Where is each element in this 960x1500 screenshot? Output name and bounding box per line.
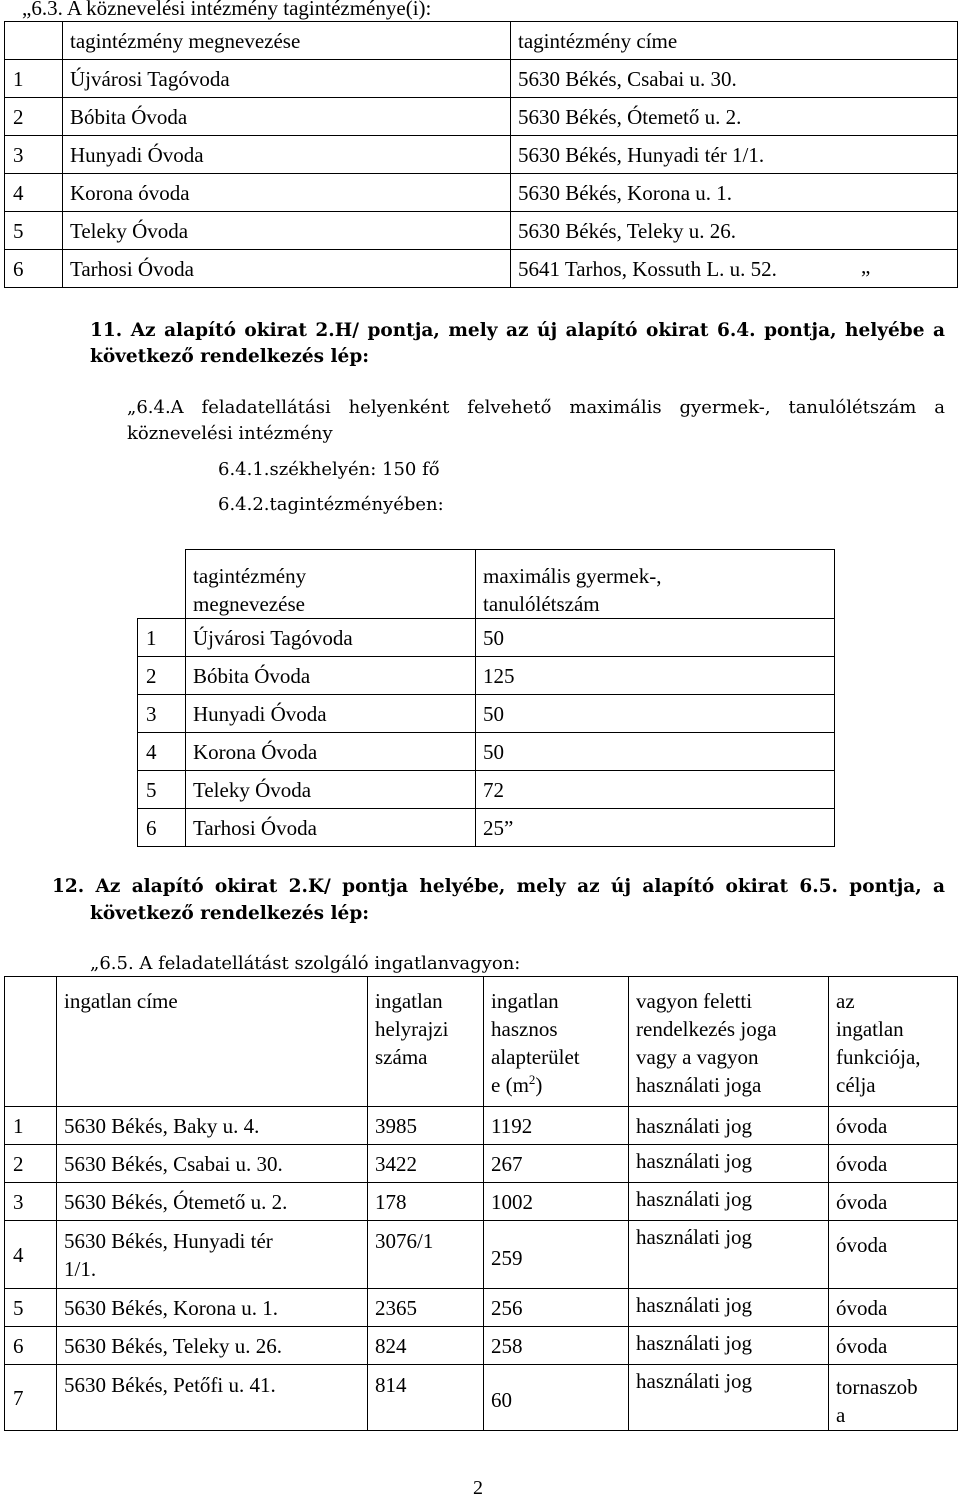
row-number: 4: [138, 733, 186, 771]
row-address: 5630 Békés, Korona u. 1.: [511, 174, 958, 212]
header-area-line4: [491, 1071, 628, 1099]
header-parcel-line1: ingatlan: [375, 989, 443, 1013]
row-name: Bóbita Óvoda: [63, 98, 511, 136]
header-function-line2: ingatlan: [836, 1017, 904, 1041]
row-address: 5630 Békés, Csabai u. 30.: [57, 1145, 368, 1183]
header-name: [186, 550, 476, 619]
table-row: [138, 733, 835, 771]
header-name-line1: tagintézmény: [193, 564, 307, 588]
header-function-line1: az: [836, 989, 855, 1013]
row-number: 5: [5, 212, 63, 250]
header-area: [484, 977, 629, 1107]
row-address: [57, 1221, 368, 1289]
row-capacity: 50: [476, 695, 835, 733]
row-name: Tarhosi Óvoda: [186, 809, 476, 847]
section-64-line1: „6.4.A feladatellátási helyenként felvehető maximális gyermek-, tanulólétszám a: [127, 397, 945, 418]
row-name: Bóbita Óvoda: [186, 657, 476, 695]
row-number: 3: [138, 695, 186, 733]
row-function-line2: a: [836, 1403, 846, 1427]
row-capacity: 50: [476, 619, 835, 657]
header-area-exponent: 2: [528, 1072, 536, 1087]
row-name: Újvárosi Tagóvoda: [63, 60, 511, 98]
header-function-line3: funkciója,: [836, 1045, 921, 1069]
table-header-row: [138, 550, 835, 619]
item-11-line2: következő rendelkezés lép:: [90, 346, 370, 367]
header-capacity-line1: maximális gyermek-,: [483, 564, 662, 588]
row-right: használati jog: [629, 1289, 829, 1327]
row-name: Teleky Óvoda: [63, 212, 511, 250]
row-function: óvoda: [829, 1107, 958, 1145]
row-address: 5630 Békés, Hunyadi tér 1/1.: [511, 136, 958, 174]
table-row: [5, 1183, 958, 1221]
row-number: 2: [138, 657, 186, 695]
tagintezmeny-table: [4, 21, 958, 288]
property-table: [4, 976, 958, 1431]
header-address: ingatlan címe: [57, 977, 368, 1107]
row-function: óvoda: [829, 1327, 958, 1365]
row-function: [829, 1365, 958, 1431]
row-address: 5630 Békés, Ótemető u. 2.: [57, 1183, 368, 1221]
row-number: 6: [5, 250, 63, 288]
row-name: Hunyadi Óvoda: [63, 136, 511, 174]
row-area: 60: [484, 1365, 629, 1431]
row-capacity: 25”: [476, 809, 835, 847]
row-right: használati jog: [629, 1221, 829, 1289]
row-parcel: 3985: [368, 1107, 484, 1145]
row-name: Teleky Óvoda: [186, 771, 476, 809]
row-address: 5630 Békés, Baky u. 4.: [57, 1107, 368, 1145]
item-11-line1: 11. Az alapító okirat 2.H/ pontja, mely az új alapító okirat 6.4. pontja, helyébe a: [90, 320, 945, 341]
header-parcel-line3: száma: [375, 1045, 428, 1069]
closing-quote: „: [861, 254, 871, 278]
row-area: 256: [484, 1289, 629, 1327]
row-address: 5630 Békés, Petőfi u. 41.: [57, 1365, 368, 1431]
table-row: [5, 212, 958, 250]
header-right-line2: rendelkezés joga: [636, 1017, 777, 1041]
row-function-line1: tornaszob: [836, 1375, 918, 1399]
row-parcel: 178: [368, 1183, 484, 1221]
row-capacity: 50: [476, 733, 835, 771]
row-address: 5630 Békés, Korona u. 1.: [57, 1289, 368, 1327]
section-63-heading: „6.3. A köznevelési intézmény tagintézménye(i):: [22, 0, 432, 20]
row-area: 258: [484, 1327, 629, 1365]
table-row: [138, 771, 835, 809]
row-number: 4: [5, 174, 63, 212]
row-name: Korona óvoda: [63, 174, 511, 212]
row-address-line1: 5630 Békés, Hunyadi tér: [64, 1229, 273, 1253]
header-name: tagintézmény megnevezése: [63, 22, 511, 60]
row-number: 3: [5, 136, 63, 174]
row-number: 6: [138, 809, 186, 847]
row-parcel: 3422: [368, 1145, 484, 1183]
section-64-sub2: 6.4.2.tagintézményében:: [218, 494, 444, 515]
table-row: [5, 1289, 958, 1327]
row-parcel: 2365: [368, 1289, 484, 1327]
table-row: [138, 657, 835, 695]
table-header-row: [5, 977, 958, 1107]
table-row: [5, 136, 958, 174]
header-right-line3: vagy a vagyon: [636, 1045, 759, 1069]
row-capacity: 72: [476, 771, 835, 809]
table-row: [5, 98, 958, 136]
header-right-line1: vagyon feletti: [636, 989, 753, 1013]
header-area-unit: e (m: [491, 1073, 529, 1097]
row-address: 5630 Békés, Ótemető u. 2.: [511, 98, 958, 136]
section-64-line2: köznevelési intézmény: [127, 423, 333, 444]
table-row: [138, 809, 835, 847]
table-row: [138, 619, 835, 657]
header-capacity-line2: tanulólétszám: [483, 592, 600, 616]
table-row: [5, 1327, 958, 1365]
row-parcel: 824: [368, 1327, 484, 1365]
header-parcel-line2: helyrajzi: [375, 1017, 449, 1041]
table-row: [5, 1145, 958, 1183]
row-number: 5: [5, 1289, 57, 1327]
row-parcel: 814: [368, 1365, 484, 1431]
row-number: 5: [138, 771, 186, 809]
header-function: [829, 977, 958, 1107]
row-number: 2: [5, 1145, 57, 1183]
row-address: 5630 Békés, Teleky u. 26.: [511, 212, 958, 250]
header-area-line3: alapterület: [491, 1045, 580, 1069]
row-area: 1192: [484, 1107, 629, 1145]
header-area-line2: hasznos: [491, 1017, 558, 1041]
table-row: [5, 60, 958, 98]
row-function: óvoda: [829, 1221, 958, 1289]
header-right-line4: használati joga: [636, 1073, 762, 1097]
row-number: 1: [5, 60, 63, 98]
section-65-heading: „6.5. A feladatellátást szolgáló ingatlanvagyon:: [90, 953, 521, 974]
row-right: használati jog: [629, 1327, 829, 1365]
row-area: 259: [484, 1221, 629, 1289]
row-number: 6: [5, 1327, 57, 1365]
header-area-line1: ingatlan: [491, 989, 559, 1013]
header-name-line2: megnevezése: [193, 592, 305, 616]
row-name: Tarhosi Óvoda: [63, 250, 511, 288]
item-12-line1: 12. Az alapító okirat 2.K/ pontja helyébe, mely az új alapító okirat 6.5. pontja, a: [52, 876, 945, 897]
row-address-line2: 1/1.: [64, 1257, 97, 1281]
row-number: 4: [5, 1221, 57, 1289]
row-right: használati jog: [629, 1183, 829, 1221]
row-number: 2: [5, 98, 63, 136]
row-number: 3: [5, 1183, 57, 1221]
header-parcel: [368, 977, 484, 1107]
capacity-table: [137, 549, 835, 847]
header-address: tagintézmény címe: [511, 22, 958, 60]
row-area: 1002: [484, 1183, 629, 1221]
row-number: 7: [5, 1365, 57, 1431]
table-row: [5, 1365, 958, 1431]
table-row: [5, 1221, 958, 1289]
row-right: használati jog: [629, 1365, 829, 1431]
row-address: 5630 Békés, Csabai u. 30.: [511, 60, 958, 98]
page-number: 2: [473, 1477, 483, 1499]
row-right: használati jog: [629, 1145, 829, 1183]
table-row: [5, 174, 958, 212]
table-row: [5, 250, 958, 288]
row-area: 267: [484, 1145, 629, 1183]
row-parcel: 3076/1: [368, 1221, 484, 1289]
header-area-close: ): [535, 1073, 543, 1097]
header-capacity: [476, 550, 835, 619]
table-header-row: [5, 22, 958, 60]
row-function: óvoda: [829, 1145, 958, 1183]
row-name: Újvárosi Tagóvoda: [186, 619, 476, 657]
row-capacity: 125: [476, 657, 835, 695]
table-row: [138, 695, 835, 733]
row-address: [511, 250, 958, 288]
row-function: óvoda: [829, 1289, 958, 1327]
table-row: [5, 1107, 958, 1145]
row-right: használati jog: [629, 1107, 829, 1145]
row-address: 5630 Békés, Teleky u. 26.: [57, 1327, 368, 1365]
row-address-text: 5641 Tarhos, Kossuth L. u. 52.: [518, 256, 777, 281]
row-name: Korona Óvoda: [186, 733, 476, 771]
row-number: 1: [138, 619, 186, 657]
item-12-line2: következő rendelkezés lép:: [90, 903, 370, 924]
header-function-line4: célja: [836, 1073, 876, 1097]
row-name: Hunyadi Óvoda: [186, 695, 476, 733]
row-function: óvoda: [829, 1183, 958, 1221]
row-number: 1: [5, 1107, 57, 1145]
section-64-sub1: 6.4.1.székhelyén: 150 fő: [218, 459, 440, 480]
header-right: [629, 977, 829, 1107]
